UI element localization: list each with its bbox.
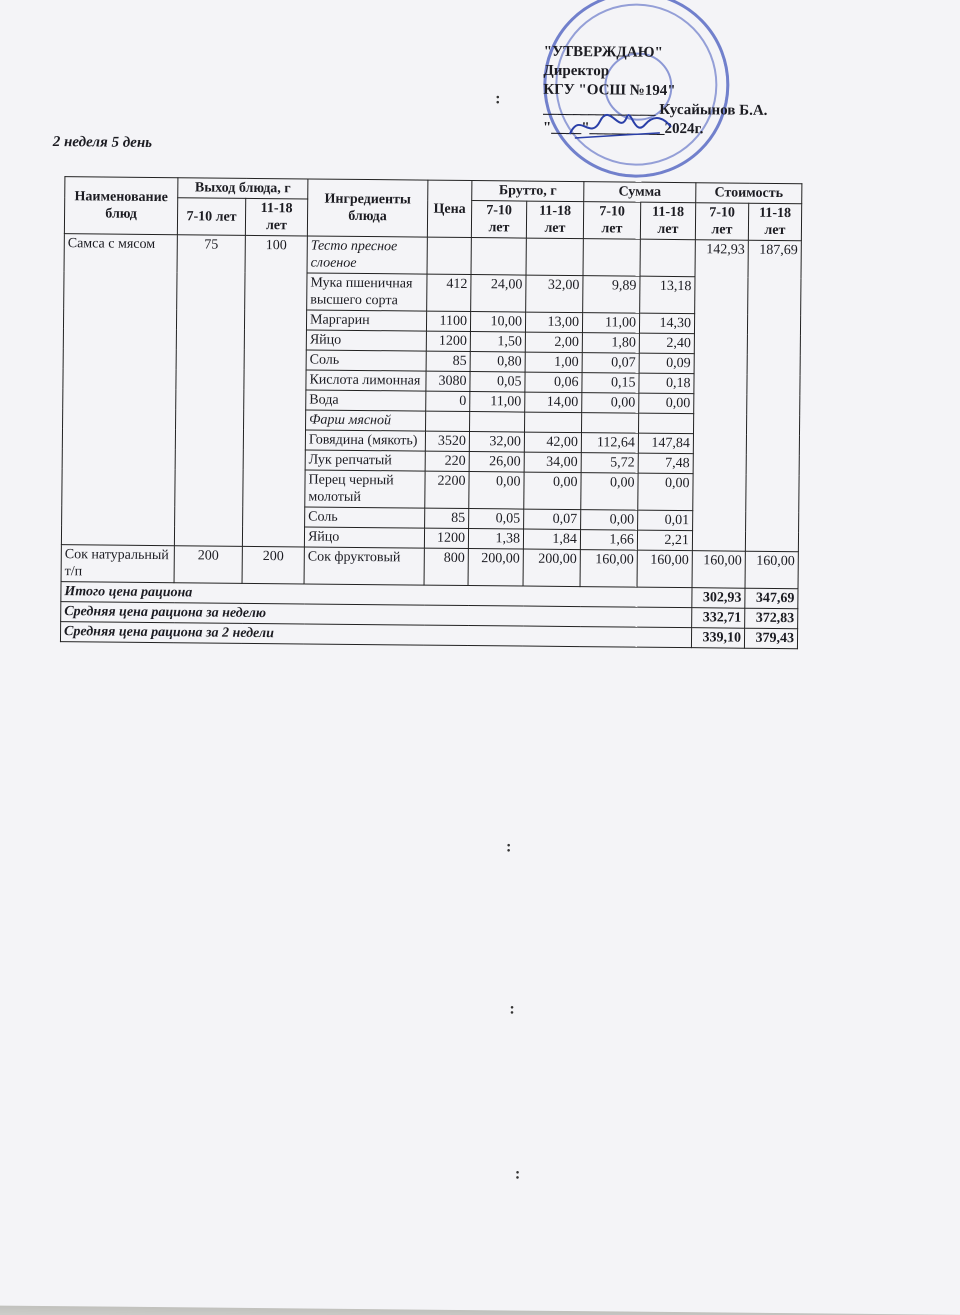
sum-age1: 0,00 (581, 473, 638, 511)
menu-table (60, 176, 802, 649)
brutto-age1: 26,00 (469, 452, 524, 473)
total-age2: 379,43 (744, 628, 797, 649)
total-age2: 347,69 (745, 588, 798, 609)
brutto-age1: 32,00 (469, 432, 524, 453)
brutto-age2: 1,84 (523, 529, 580, 550)
sum-age2: 13,18 (640, 276, 695, 314)
header-sum-age1: 7-10 лет (583, 202, 640, 240)
header-dish: Наименование блюд (64, 177, 178, 235)
ingredient-name: Фарш мясной (306, 410, 426, 431)
sum-age1: 0,00 (582, 393, 639, 414)
total-age1: 339,10 (691, 628, 744, 649)
dish-cost-age2: 160,00 (745, 551, 798, 589)
sum-age2 (638, 413, 693, 434)
brutto-age2: 42,00 (524, 432, 581, 453)
header-yield-age2: 11-18 лет (245, 198, 307, 236)
total-label: Итого цена рациона (61, 582, 692, 608)
sum-age1: 112,64 (581, 433, 638, 454)
ingredient-name: Соль (305, 507, 425, 528)
sum-age2: 14,30 (639, 313, 694, 334)
mark-dot: : (495, 90, 501, 108)
ingredient-price: 1200 (426, 331, 470, 351)
sum-age1 (581, 413, 638, 434)
brutto-age2: 32,00 (526, 275, 583, 313)
ingredient-price: 800 (424, 548, 468, 585)
sum-age2: 0,09 (639, 353, 694, 374)
approval-name: _______________ Кусайынов Б.А. (543, 100, 768, 119)
sum-age2: 2,21 (637, 530, 692, 551)
mark-dot: : (505, 838, 512, 856)
sum-age1: 1,80 (582, 333, 639, 354)
sum-age1: 0,15 (582, 373, 639, 394)
ingredient-price (426, 411, 470, 431)
day-label: 2 неделя 5 день (52, 134, 153, 151)
ingredient-name: Маргарин (306, 310, 426, 331)
dish-yield-age2: 200 (242, 546, 304, 584)
table-row (64, 234, 801, 278)
dish-cost-age1: 160,00 (692, 551, 745, 589)
header-price: Цена (427, 180, 472, 237)
dish-cost-age1: 142,93 (692, 240, 748, 551)
ingredient-price: 2200 (425, 471, 469, 508)
ingredient-name: Сок фруктовый (304, 547, 424, 585)
brutto-age2: 0,06 (525, 372, 582, 393)
brutto-age1: 0,00 (469, 472, 524, 510)
brutto-age1 (471, 238, 526, 276)
ingredient-price: 1200 (424, 528, 468, 548)
ingredient-name: Тесто пресное слоеное (307, 236, 427, 274)
ingredient-name: Вода (306, 390, 426, 411)
brutto-age1: 0,05 (469, 509, 524, 530)
ingredient-price: 85 (425, 508, 469, 528)
approval-org: КГУ "ОСШ №194" (543, 81, 676, 99)
header-sum-age2: 11-18 лет (640, 202, 695, 240)
sum-age1: 1,66 (580, 530, 637, 551)
dish-yield-age1: 200 (174, 546, 242, 584)
dish-name: Сок натуральный т/п (61, 545, 174, 583)
ingredient-name: Яйцо (304, 527, 424, 548)
header-brutto: Брутто, г (472, 181, 584, 202)
signature (565, 106, 675, 147)
ingredient-price: 85 (426, 351, 470, 371)
ingredient-name: Перец черный молотый (305, 470, 425, 508)
brutto-age2: 13,00 (525, 312, 582, 333)
total-label: Средняя цена рациона за 2 недели (60, 622, 691, 648)
total-age1: 302,93 (692, 588, 745, 609)
approval-title: "УТВЕРЖДАЮ" (543, 43, 663, 61)
brutto-age2: 14,00 (525, 392, 582, 413)
brutto-age1: 0,05 (470, 372, 525, 393)
brutto-age2 (526, 238, 583, 276)
total-label: Средняя цена рациона за неделю (61, 602, 692, 628)
brutto-age1: 11,00 (470, 392, 525, 413)
brutto-age2 (524, 412, 581, 433)
ingredient-price (427, 237, 471, 274)
approval-date: "____"__________2024г. (542, 119, 704, 138)
brutto-age2: 1,00 (525, 352, 582, 373)
header-sum: Сумма (584, 182, 696, 203)
total-age1: 332,71 (692, 608, 745, 629)
header-brutto-age1: 7-10 лет (471, 201, 526, 239)
approval-role: Директор (543, 62, 610, 80)
brutto-age1: 0,80 (470, 352, 525, 373)
ingredient-name: Лук репчатый (305, 450, 425, 471)
sum-age1 (583, 239, 640, 277)
ingredient-name: Соль (306, 350, 426, 371)
mark-dot: : (509, 1000, 515, 1018)
menu-table-body (60, 234, 801, 649)
brutto-age1: 24,00 (471, 275, 526, 313)
dish-cost-age2: 187,69 (745, 240, 801, 551)
dish-yield-age2: 100 (242, 235, 307, 547)
sum-age1: 0,07 (582, 353, 639, 374)
brutto-age1 (470, 412, 525, 433)
brutto-age1: 1,38 (468, 529, 523, 550)
ingredient-price: 3520 (425, 431, 469, 451)
header-cost: Стоимость (696, 183, 802, 204)
sum-age2: 147,84 (638, 433, 693, 454)
brutto-age2: 0,07 (524, 509, 581, 530)
ingredient-price: 220 (425, 451, 469, 471)
total-age2: 372,83 (745, 608, 798, 629)
dish-yield-age1: 75 (174, 235, 245, 547)
ingredient-price: 1100 (426, 311, 470, 331)
ingredient-name: Мука пшеничная высшего сорта (307, 273, 427, 311)
ingredient-price: 412 (427, 274, 471, 311)
ingredient-price: 3080 (426, 371, 470, 391)
sum-age1: 160,00 (580, 550, 637, 588)
ingredient-price: 0 (426, 391, 470, 411)
sum-age2: 0,01 (638, 510, 693, 531)
sum-age2: 7,48 (638, 453, 693, 474)
sum-age1: 5,72 (581, 453, 638, 474)
sum-age1: 0,00 (581, 510, 638, 531)
sum-age1: 9,89 (583, 276, 640, 314)
brutto-age1: 10,00 (470, 312, 525, 333)
header-brutto-age2: 11-18 лет (526, 201, 583, 239)
sum-age2: 0,00 (639, 393, 694, 414)
dish-name: Самса с мясом (61, 234, 177, 546)
header-cost-age1: 7-10 лет (695, 203, 748, 241)
header-ingredients: Ингредиенты блюда (307, 179, 428, 237)
sum-age2: 160,00 (637, 550, 692, 588)
sum-age2: 2,40 (639, 333, 694, 354)
ingredient-name: Яйцо (306, 330, 426, 351)
ingredient-name: Говядина (мякоть) (305, 430, 425, 451)
brutto-age1: 200,00 (468, 549, 523, 587)
sum-age1: 11,00 (582, 313, 639, 334)
mark-dot: : (514, 1165, 521, 1183)
header-yield: Выход блюда, г (178, 178, 308, 199)
brutto-age2: 0,00 (524, 472, 581, 510)
header-yield-age1: 7-10 лет (177, 198, 245, 236)
brutto-age2: 34,00 (524, 452, 581, 473)
brutto-age1: 1,50 (470, 332, 525, 353)
ingredient-name: Кислота лимонная (306, 370, 426, 391)
header-cost-age2: 11-18 лет (748, 203, 801, 241)
sum-age2: 0,18 (639, 373, 694, 394)
brutto-age2: 200,00 (523, 549, 580, 587)
sum-age2 (640, 239, 695, 277)
brutto-age2: 2,00 (525, 332, 582, 353)
sum-age2: 0,00 (638, 473, 693, 511)
